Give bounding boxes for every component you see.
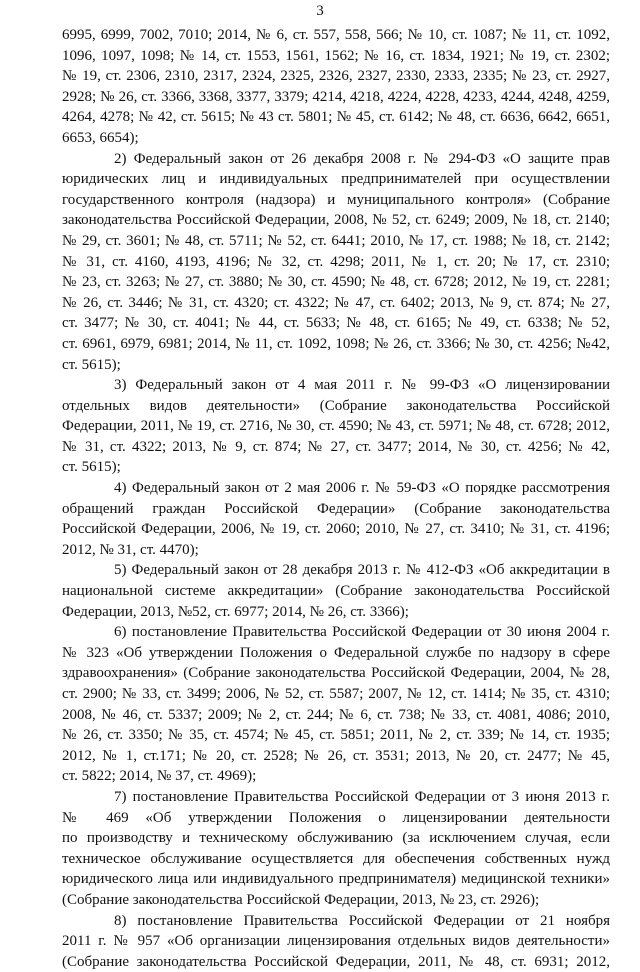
text-line: юридических лиц и индивидуальных предпринимателей при осуществлении xyxy=(62,171,610,188)
text-line: национальной системе аккредитации» (Собрание законодательства Российской xyxy=(62,583,610,600)
text-line: № 31, ст. 4160, 4193, 4196; № 32, ст. 4298; 2011, № 1, ст. 20; № 17, ст. 2310; xyxy=(62,253,610,270)
text-line: (Собрание законодательства Российской Федерации, 2011, № 48, ст. 6931; 2012, xyxy=(62,953,610,970)
text-line: 6653, 6654); xyxy=(62,129,139,146)
text-line: 6995, 6999, 7002, 7010; 2014, № 6, ст. 557, 558, 566; № 10, ст. 1087; № 11, ст. 1092, xyxy=(62,27,610,43)
text-line: 7) постановление Правительства Российской Федерации от 3 июня 2013 г. xyxy=(114,788,610,805)
text-line: ст. 5822; 2014, № 37, ст. 4969); xyxy=(62,768,257,785)
text-line: 2012, № 31, ст. 4470); xyxy=(62,541,199,558)
text-line: (Собрание законодательства Российской Федерации, 2013, № 23, ст. 2926); xyxy=(62,891,540,908)
paragraph xyxy=(62,25,610,149)
text-line: ст. 5615); xyxy=(62,459,121,476)
text-line: 1096, 1097, 1098; № 14, ст. 1553, 1561, 1562; № 16, ст. 1834, 1921; № 19, ст. 2302; xyxy=(62,47,610,64)
text-line: № 31, ст. 4322; 2013, № 9, ст. 874; № 27, ст. 3477; 2014, № 30, ст. 4256; № 42, xyxy=(62,438,610,455)
text-line: 8) постановление Правительства Российской Федерации от 21 ноября xyxy=(114,912,610,929)
text-line: № 469 «Об утверждении Положения о лицензировании деятельности xyxy=(62,809,610,826)
document-body xyxy=(62,25,610,972)
text-line: законодательства Российской Федерации, 2008, № 52, ст. 6249; 2009, № 18, ст. 2140; xyxy=(62,212,610,229)
text-line: 6) постановление Правительства Российской Федерации от 30 июня 2004 г. xyxy=(114,624,610,641)
text-line: Российской Федерации, 2006, № 19, ст. 2060; 2010, № 27, ст. 3410; № 31, ст. 4196; xyxy=(62,521,610,538)
text-line: отдельных видов деятельности» (Собрание законодательства Российской xyxy=(62,397,610,414)
text-line: № 26, ст. 3350; № 35, ст. 4574; № 45, ст. 5851; 2011, № 2, ст. 339; № 14, ст. 1935; xyxy=(62,727,610,744)
text-line: по производству и техническому обслуживанию (за исключением случая, если xyxy=(62,830,610,847)
paragraph xyxy=(62,622,610,787)
text-line: ст. 6961, 6979, 6981; 2014, № 11, ст. 1092, 1098; № 26, ст. 3366; № 30, ст. 4256; №42, xyxy=(62,335,610,352)
text-line: государственного контроля (надзора) и муниципального контроля» (Собрание xyxy=(62,191,610,208)
paragraph xyxy=(62,911,610,972)
text-line: № 19, ст. 2306, 2310, 2317, 2324, 2325, 2326, 2327, 2330, 2333, 2335; № 23, ст. 2927, xyxy=(62,68,610,85)
text-line: здравоохранения» (Собрание законодательства Российской Федерации, 2004, № 28, xyxy=(62,665,610,682)
text-line: ст. 2900; № 33, ст. 3499; 2006, № 52, ст. 5587; 2007, № 12, ст. 1414; № 35, ст. 4310; xyxy=(62,686,610,702)
page-number: 3 xyxy=(316,3,324,19)
text-line: 5) Федеральный закон от 28 декабря 2013 г. № 412-ФЗ «Об аккредитации в xyxy=(114,562,610,579)
text-line: № 23, ст. 3263; № 27, ст. 3880; № 30, ст. 4590; № 48, ст. 6728; 2012, № 19, ст. 2281; xyxy=(62,274,610,291)
text-line: обращений граждан Российской Федерации» (Собрание законодательства xyxy=(62,500,610,517)
text-line: 4264, 4278; № 42, ст. 5615; № 43 ст. 5801; № 45, ст. 6142; № 48, ст. 6636, 6642, 6651, xyxy=(62,109,610,126)
text-line: 2008, № 46, ст. 5337; 2009; № 2, ст. 244; № 6, ст. 738; № 33, ст. 4081, 4086; 2010, xyxy=(62,706,610,723)
text-line: № 29, ст. 3601; № 48, ст. 5711; № 52, ст. 6441; 2010, № 17, ст. 1988; № 18, ст. 2142; xyxy=(62,232,610,249)
text-line: ст. 5615); xyxy=(62,356,121,373)
text-line: 2928; № 26, ст. 3366, 3368, 3377, 3379; 4214, 4218, 4224, 4228, 4233, 4244, 4248, 4259, xyxy=(62,88,610,105)
text-line: № 26, ст. 3446; № 31, ст. 4320; ст. 4322; № 47, ст. 6402; 2013, № 9, ст. 874; № 27, xyxy=(62,294,610,311)
text-line: 3) Федеральный закон от 4 мая 2011 г. № 99-ФЗ «О лицензировании xyxy=(114,377,610,394)
text-line: ст. 3477; № 30, ст. 4041; № 44, ст. 5633; № 48, ст. 6165; № 49, ст. 6338; № 52, xyxy=(62,315,610,332)
paragraph xyxy=(62,375,610,478)
text-line: Федерации, 2011, № 19, ст. 2716, № 30, ст. 4590; № 43, ст. 5971; № 48, ст. 6728; 2012, xyxy=(62,418,610,435)
text-line: юридического лица или индивидуального предпринимателя) медицинской техники» xyxy=(62,871,610,888)
text-line: 2011 г. № 957 «Об организации лицензирования отдельных видов деятельности» xyxy=(62,933,610,950)
paragraph xyxy=(62,478,610,560)
text-line: 4) Федеральный закон от 2 мая 2006 г. № 59-ФЗ «О порядке рассмотрения xyxy=(114,480,610,497)
text-line: 2012, № 1, ст.171; № 20, ст. 2528; № 26, ст. 3531; 2013, № 20, ст. 2477; № 45, xyxy=(62,747,610,764)
text-line: Федерации, 2013, №52, ст. 6977; 2014, № 26, ст. 3366); xyxy=(62,603,409,620)
text-line: 2) Федеральный закон от 26 декабря 2008 г. № 294-ФЗ «О защите прав xyxy=(114,150,610,167)
text-line: № 323 «Об утверждении Положения о Федеральной службе по надзору в сфере xyxy=(62,644,610,661)
text-line: техническое обслуживание осуществляется для обеспечения собственных нужд xyxy=(62,850,610,867)
paragraph xyxy=(62,560,610,622)
paragraph xyxy=(62,149,610,376)
paragraph xyxy=(62,787,610,911)
